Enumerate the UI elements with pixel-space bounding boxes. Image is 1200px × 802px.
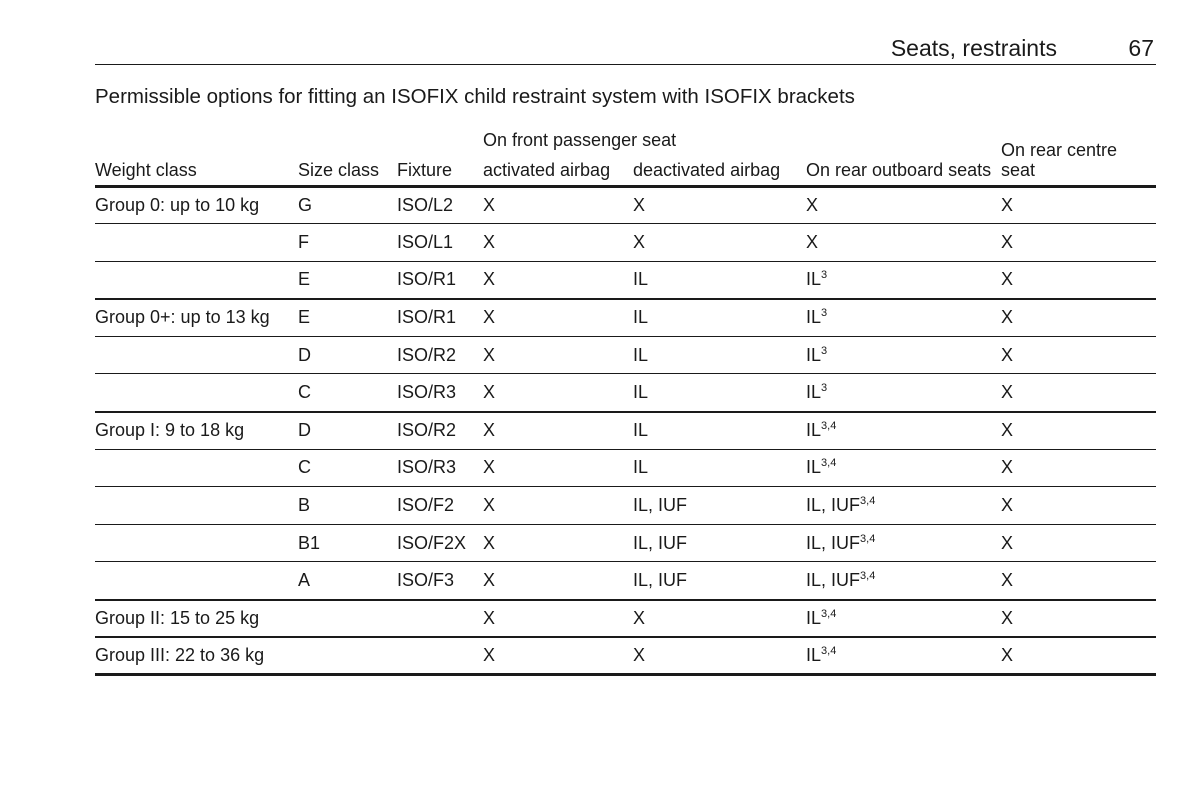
weight-cell: Group 0+: up to 13 kg: [95, 307, 270, 328]
size-cell: A: [298, 569, 311, 590]
rear-centre-cell: X: [1001, 532, 1014, 553]
rear-outboard-value: IL: [806, 307, 822, 328]
size-cell: D: [298, 420, 311, 441]
size-cell: B1: [298, 532, 321, 553]
section-title: Seats, restraints: [890, 35, 1057, 61]
rear-outboard-cell: [806, 600, 1001, 638]
fixture-cell: ISO/R1: [397, 307, 457, 328]
fixture-cell: ISO/F2: [397, 495, 455, 516]
front-activated-cell: X: [483, 457, 496, 478]
table-row: [95, 449, 1156, 487]
footnote-ref: 3,4: [821, 645, 837, 658]
isofix-table: [95, 124, 1156, 676]
col-fixture: Fixture: [397, 159, 453, 180]
front-deactivated-cell: IL: [633, 269, 649, 290]
page-number: 67: [1128, 35, 1154, 61]
footnote-ref: 3,4: [860, 532, 876, 545]
rear-outboard-value: IL: [806, 645, 822, 666]
rear-outboard-value: IL, IUF: [806, 532, 861, 553]
rear-outboard-cell: [806, 261, 1001, 299]
footnote-ref: 3,4: [821, 457, 837, 470]
footnote-ref: 3: [821, 269, 828, 282]
table-row: [95, 562, 1156, 600]
rear-outboard-value: IL: [806, 607, 822, 628]
fixture-cell: ISO/F2X: [397, 532, 467, 553]
col-front-deactivated: deactivated airbag: [633, 159, 781, 180]
running-head: [95, 34, 1156, 65]
front-activated-cell: X: [483, 569, 496, 590]
footnote-ref: 3: [821, 307, 828, 320]
rear-outboard-cell: [806, 224, 1001, 262]
front-deactivated-cell: X: [633, 194, 646, 215]
col-size-class: Size class: [298, 159, 380, 180]
weight-cell: [95, 374, 298, 412]
front-activated-cell: X: [483, 607, 496, 628]
rear-outboard-cell: [806, 487, 1001, 525]
front-activated-cell: X: [483, 532, 496, 553]
rear-centre-cell: X: [1001, 344, 1014, 365]
size-cell: G: [298, 194, 313, 215]
rear-centre-cell: X: [1001, 645, 1014, 666]
front-deactivated-cell: IL, IUF: [633, 532, 688, 553]
table-row: [95, 336, 1156, 374]
weight-cell: [95, 562, 298, 600]
fixture-cell: ISO/L1: [397, 231, 454, 252]
fixture-cell: ISO/R3: [397, 457, 457, 478]
fixture-cell: ISO/R2: [397, 344, 457, 365]
rear-centre-cell: X: [1001, 269, 1014, 290]
front-deactivated-cell: IL, IUF: [633, 569, 688, 590]
rear-outboard-cell: [806, 374, 1001, 412]
rear-outboard-cell: [806, 336, 1001, 374]
front-deactivated-cell: IL: [633, 382, 649, 403]
rear-centre-cell: X: [1001, 569, 1014, 590]
weight-cell: [95, 449, 298, 487]
rear-outboard-value: X: [806, 194, 819, 215]
front-deactivated-cell: IL: [633, 420, 649, 441]
front-activated-cell: X: [483, 382, 496, 403]
fixture-cell: ISO/R2: [397, 420, 457, 441]
front-activated-cell: X: [483, 194, 496, 215]
footnote-ref: 3: [821, 344, 828, 357]
rear-centre-cell: X: [1001, 495, 1014, 516]
front-activated-cell: X: [483, 307, 496, 328]
front-activated-cell: X: [483, 231, 496, 252]
col-front-activated: activated airbag: [483, 159, 611, 180]
size-cell: [298, 637, 397, 675]
front-activated-cell: X: [483, 495, 496, 516]
front-deactivated-cell: IL, IUF: [633, 495, 688, 516]
front-activated-cell: X: [483, 645, 496, 666]
rear-outboard-cell: [806, 299, 1001, 337]
rear-outboard-value: IL: [806, 344, 822, 365]
weight-cell: [95, 261, 298, 299]
size-cell: D: [298, 344, 311, 365]
col-front-group: On front passenger seat: [483, 130, 677, 150]
weight-cell: Group III: 22 to 36 kg: [95, 645, 265, 666]
rear-outboard-cell: [806, 186, 1001, 224]
front-deactivated-cell: IL: [633, 344, 649, 365]
fixture-cell: ISO/F3: [397, 569, 455, 590]
weight-cell: [95, 487, 298, 525]
fixture-cell: ISO/R3: [397, 382, 457, 403]
table-row: [95, 487, 1156, 525]
front-deactivated-cell: IL: [633, 457, 649, 478]
rear-outboard-cell: [806, 637, 1001, 675]
rear-centre-cell: X: [1001, 194, 1014, 215]
weight-cell: [95, 224, 298, 262]
table-row: [95, 374, 1156, 412]
footnote-ref: 3,4: [860, 495, 876, 508]
rear-centre-cell: X: [1001, 420, 1014, 441]
rear-outboard-value: IL: [806, 382, 822, 403]
table-row: [95, 299, 1156, 337]
fixture-cell: [397, 637, 483, 675]
header-spacer: [298, 124, 397, 150]
footnote-ref: 3,4: [860, 569, 876, 582]
rear-outboard-cell: [806, 449, 1001, 487]
table-title: Permissible options for fitting an ISOFIX child restraint system with ISOFIX brackets: [95, 85, 855, 108]
table-row: [95, 412, 1156, 450]
weight-cell: Group 0: up to 10 kg: [95, 194, 260, 215]
front-deactivated-cell: X: [633, 231, 646, 252]
table-row: [95, 261, 1156, 299]
rear-outboard-cell: [806, 524, 1001, 562]
rear-outboard-value: IL: [806, 269, 822, 290]
footnote-ref: 3,4: [821, 607, 837, 620]
table-row: [95, 600, 1156, 638]
front-activated-cell: X: [483, 420, 496, 441]
table-row: [95, 186, 1156, 224]
rear-outboard-value: IL, IUF: [806, 495, 861, 516]
rear-outboard-value: IL: [806, 457, 822, 478]
rear-outboard-cell: [806, 562, 1001, 600]
size-cell: E: [298, 269, 311, 290]
table-row: [95, 637, 1156, 675]
size-cell: C: [298, 382, 311, 403]
table-row: [95, 524, 1156, 562]
rear-centre-cell: X: [1001, 382, 1014, 403]
header-spacer: [397, 124, 483, 150]
weight-cell: [95, 336, 298, 374]
rear-outboard-value: IL: [806, 420, 822, 441]
weight-cell: Group II: 15 to 25 kg: [95, 607, 260, 628]
front-activated-cell: X: [483, 344, 496, 365]
table-row: [95, 224, 1156, 262]
size-cell: F: [298, 231, 309, 252]
col-rear-outboard: On rear outboard seats: [806, 159, 992, 180]
rear-outboard-value: X: [806, 231, 819, 252]
front-deactivated-cell: X: [633, 645, 646, 666]
rear-outboard-value: IL, IUF: [806, 569, 861, 590]
front-activated-cell: X: [483, 269, 496, 290]
front-deactivated-cell: IL: [633, 307, 649, 328]
rear-centre-cell: X: [1001, 457, 1014, 478]
fixture-cell: [397, 600, 483, 638]
weight-cell: [95, 524, 298, 562]
header-row-top: [95, 124, 1156, 150]
col-rear-centre: On rear centre seat: [1001, 139, 1118, 180]
rear-centre-cell: X: [1001, 307, 1014, 328]
weight-cell: Group I: 9 to 18 kg: [95, 420, 245, 441]
rear-centre-cell: X: [1001, 607, 1014, 628]
front-deactivated-cell: X: [633, 607, 646, 628]
fixture-cell: ISO/L2: [397, 194, 454, 215]
col-weight-class: Weight class: [95, 159, 197, 180]
fixture-cell: ISO/R1: [397, 269, 457, 290]
rear-outboard-cell: [806, 412, 1001, 450]
size-cell: C: [298, 457, 311, 478]
size-cell: E: [298, 307, 311, 328]
header-spacer: [95, 124, 298, 150]
size-cell: B: [298, 495, 311, 516]
footnote-ref: 3: [821, 382, 828, 395]
size-cell: [298, 600, 397, 638]
footnote-ref: 3,4: [821, 420, 837, 433]
rear-centre-cell: X: [1001, 231, 1014, 252]
